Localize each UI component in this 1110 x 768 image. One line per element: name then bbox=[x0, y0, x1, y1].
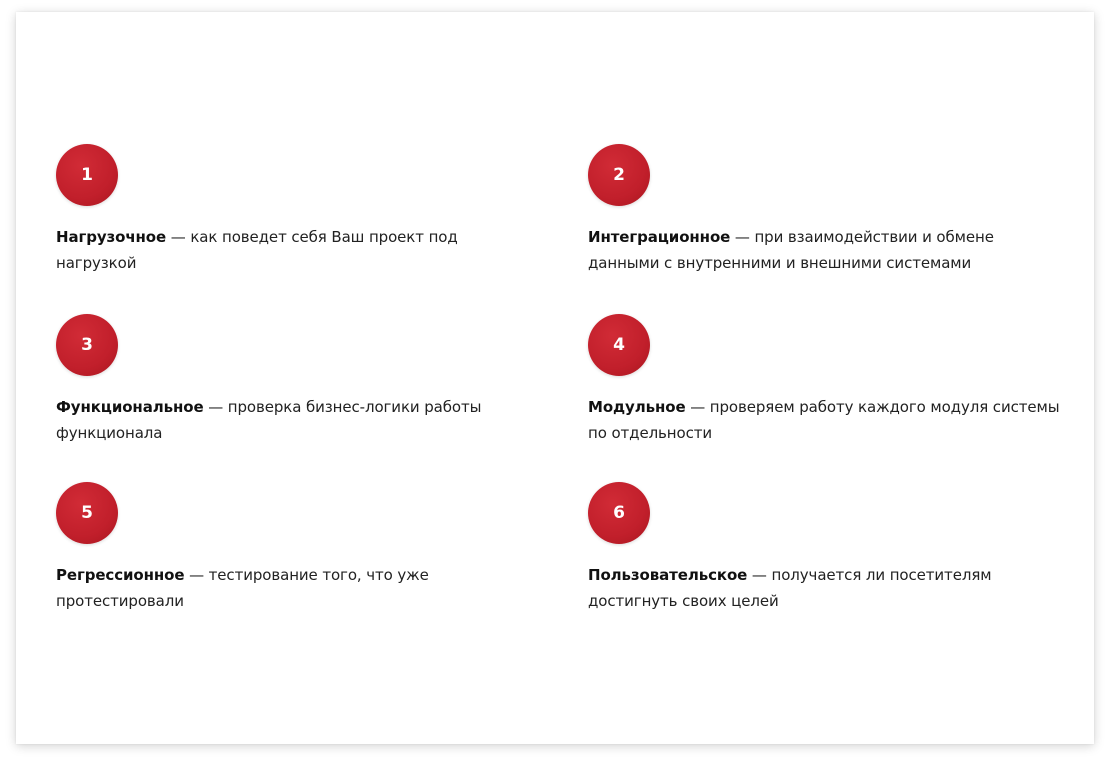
item-title: Функциональное bbox=[56, 398, 204, 416]
item-text: — тестирование того, что уже протестировали bbox=[56, 566, 429, 610]
item-description bbox=[56, 562, 536, 614]
item-description bbox=[56, 224, 536, 276]
item-title: Модульное bbox=[588, 398, 686, 416]
number-badge: 3 bbox=[56, 314, 118, 376]
testing-item-user bbox=[588, 482, 1068, 614]
item-title: Пользовательское bbox=[588, 566, 748, 584]
testing-item-modular bbox=[588, 314, 1068, 446]
item-description bbox=[588, 562, 1068, 614]
item-title: Регрессионное bbox=[56, 566, 185, 584]
item-description bbox=[588, 394, 1068, 446]
item-text: — получается ли посетителям достигнуть своих целей bbox=[588, 566, 992, 610]
item-title: Интеграционное bbox=[588, 228, 731, 246]
number-badge: 6 bbox=[588, 482, 650, 544]
testing-item-regression bbox=[56, 482, 536, 614]
item-text: — как поведет себя Ваш проект под нагрузкой bbox=[56, 228, 458, 272]
number-badge: 5 bbox=[56, 482, 118, 544]
item-description bbox=[56, 394, 536, 446]
item-description bbox=[588, 224, 1068, 276]
testing-item-integration bbox=[588, 144, 1068, 276]
testing-types-card bbox=[16, 12, 1094, 744]
testing-item-functional bbox=[56, 314, 536, 446]
number-badge: 2 bbox=[588, 144, 650, 206]
testing-item-load bbox=[56, 144, 536, 276]
number-badge: 4 bbox=[588, 314, 650, 376]
item-text: — проверяем работу каждого модуля системы по отдельности bbox=[588, 398, 1060, 442]
item-title: Нагрузочное bbox=[56, 228, 167, 246]
item-text: — при взаимодействии и обмене данными с внутренними и внешними системами bbox=[588, 228, 994, 272]
number-badge: 1 bbox=[56, 144, 118, 206]
item-text: — проверка бизнес-логики работы функционала bbox=[56, 398, 482, 442]
